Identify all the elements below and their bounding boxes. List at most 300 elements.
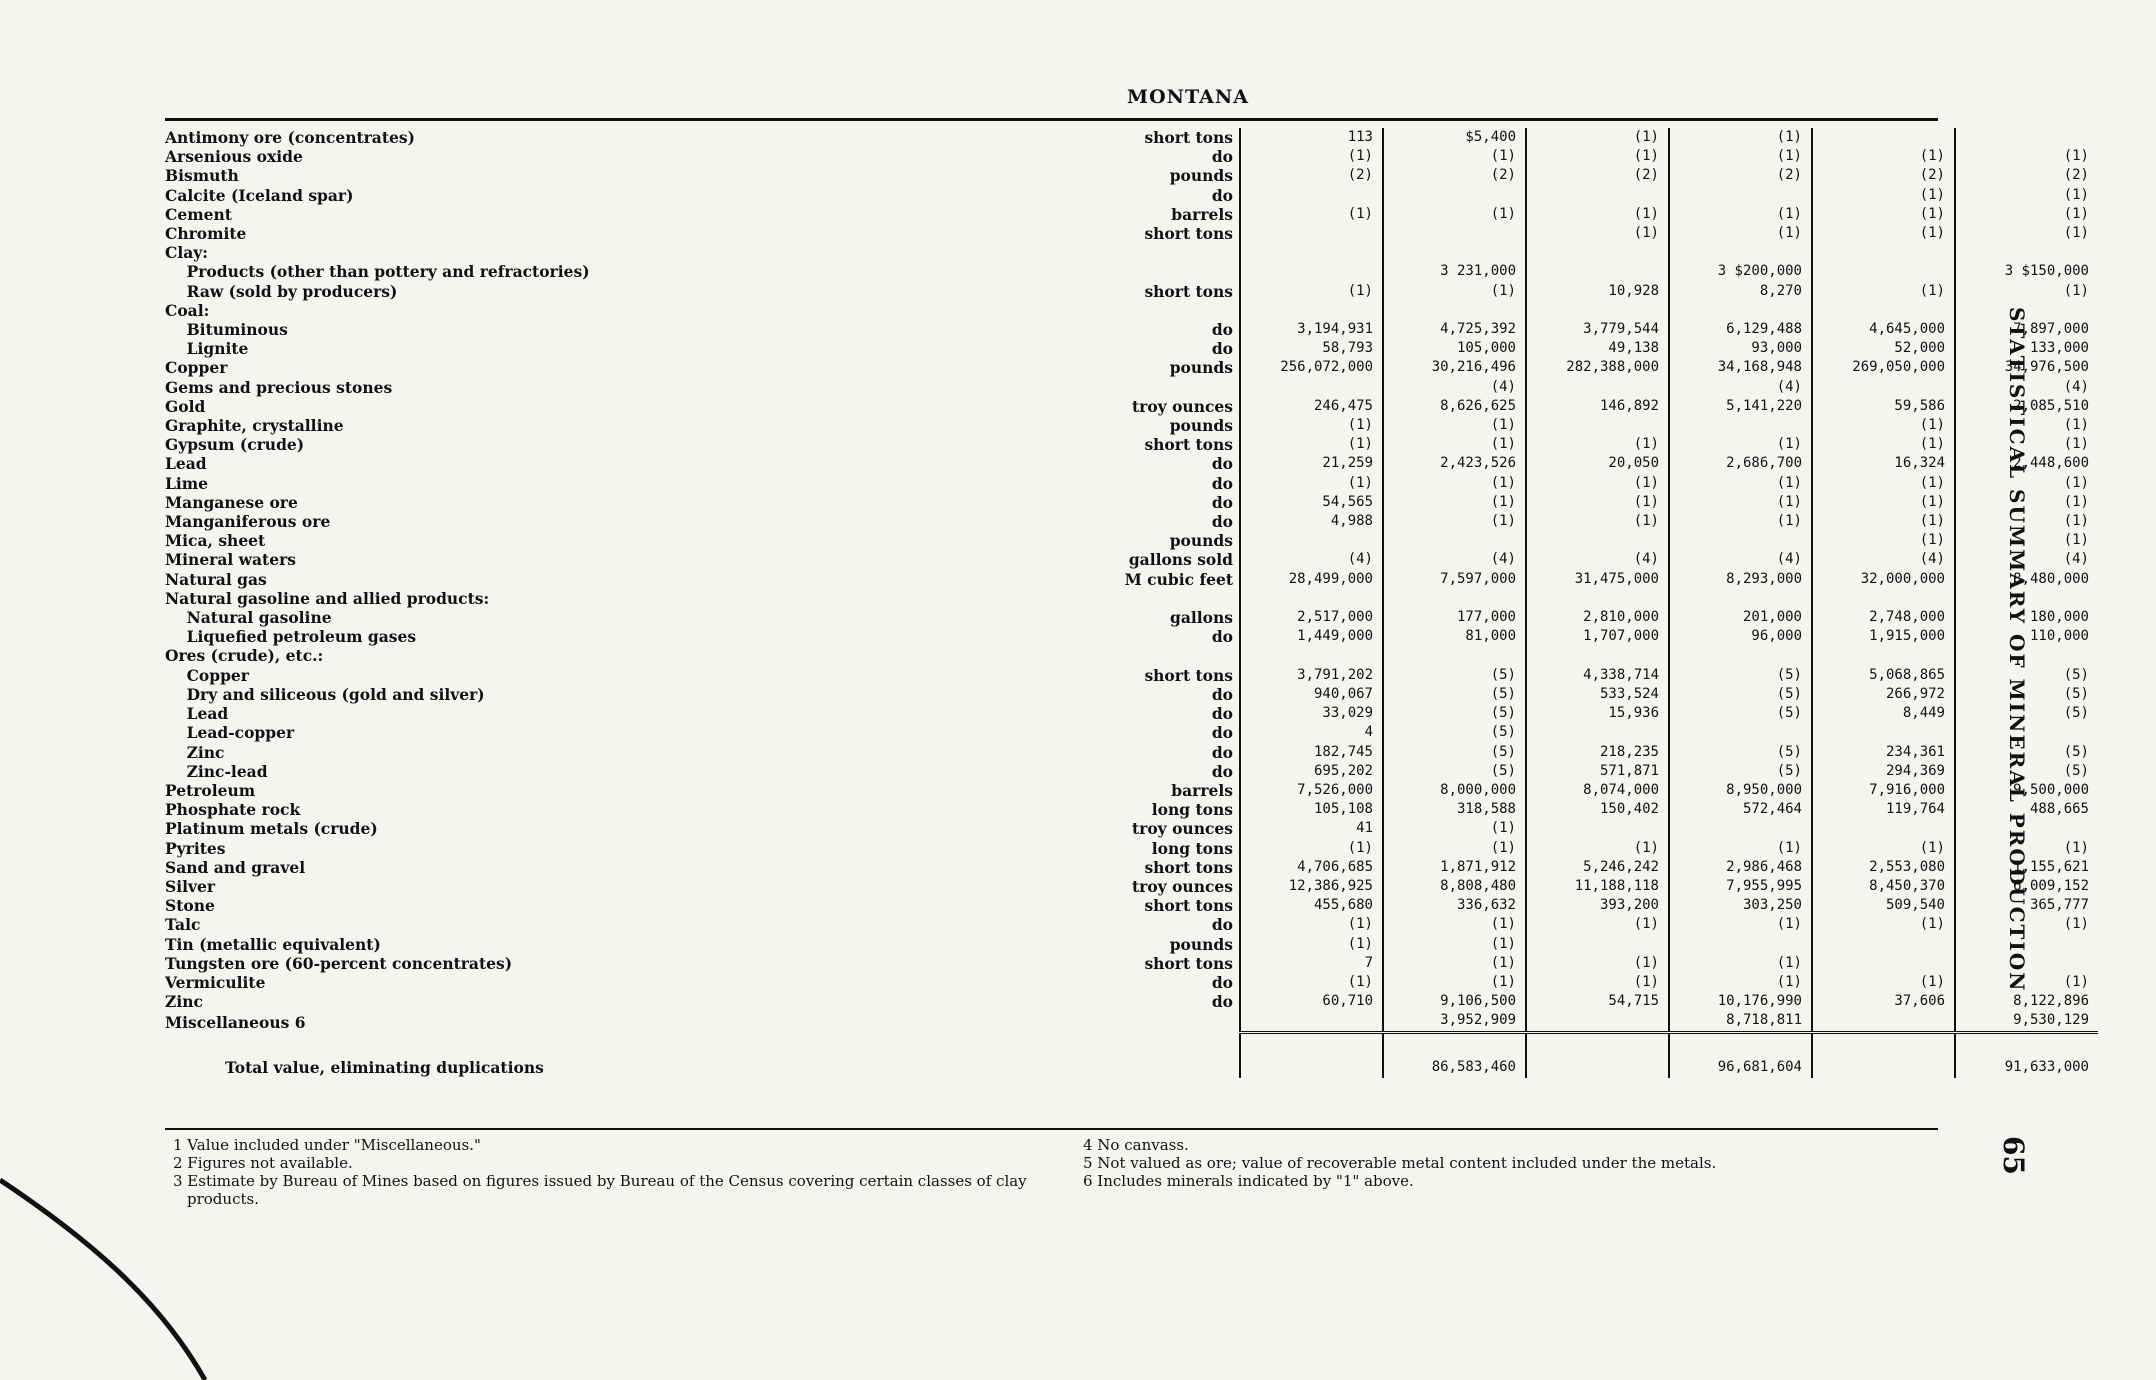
row-unit: short tons (1080, 224, 1240, 243)
cell-value: 110,000 (2029, 628, 2089, 645)
table-row (165, 531, 2098, 550)
cell-value (1240, 224, 1383, 243)
cell-value (1812, 262, 1955, 281)
cell-value: (1) (1669, 493, 1812, 512)
total-row (165, 1032, 2098, 1078)
row-label: Natural gasoline and allied products: (165, 588, 490, 608)
cell-value: 133,000 (2029, 340, 2089, 357)
cell-value (1526, 416, 1669, 435)
row-unit: do (1080, 474, 1240, 493)
table-row (165, 685, 2098, 704)
cell-value: (5) (1383, 704, 1526, 723)
cell-value: $5,400 (1383, 128, 1526, 147)
row-unit: long tons (1080, 800, 1240, 819)
cell-value: (1) (1669, 915, 1812, 934)
cell-value: 182,745 (1240, 743, 1383, 762)
row-label: Lignite (165, 339, 249, 359)
row-label: Vermiculite (165, 972, 266, 992)
row-label: Gold (165, 396, 206, 416)
cell-value: 7,526,000 (1240, 781, 1383, 800)
cell-value (1812, 723, 1955, 742)
table-row (165, 282, 2098, 301)
cell-value: 54,715 (1526, 992, 1669, 1011)
cell-value: 2,553,080 (1812, 858, 1955, 877)
cell-value: 8,480,000 (2013, 570, 2089, 587)
cell-value: 1,155,621 (2013, 858, 2089, 875)
cell-value: 20,050 (1526, 454, 1669, 473)
cell-value: 256,072,000 (1240, 358, 1383, 377)
corner-stroke (0, 1160, 220, 1380)
row-unit: pounds (1080, 166, 1240, 185)
cell-value: 3,791,202 (1240, 666, 1383, 685)
cell-value (1669, 646, 1812, 665)
row-label: Arsenious oxide (165, 147, 303, 167)
cell-value: 4,988 (1240, 512, 1383, 531)
cell-value: 533,524 (1526, 685, 1669, 704)
row-unit: gallons sold (1080, 550, 1240, 569)
table-row (165, 416, 2098, 435)
cell-value: 365,777 (2029, 897, 2089, 914)
cell-value: 37,606 (1812, 992, 1955, 1011)
row-label: Lead-copper (165, 723, 295, 743)
cell-value: (1) (1240, 973, 1383, 992)
cell-value: (1) (1383, 915, 1526, 934)
row-unit: M cubic feet (1080, 570, 1240, 589)
cell-value: (1) (1526, 147, 1669, 166)
cell-value: (1) (2063, 839, 2089, 856)
table-row (165, 378, 2098, 397)
row-label: Zinc (165, 992, 203, 1012)
row-unit: do (1080, 762, 1240, 781)
cell-value: 10,928 (1526, 282, 1669, 301)
cell-value (1669, 243, 1812, 262)
table-row (165, 704, 2098, 723)
cell-value: 3,952,909 (1383, 1011, 1526, 1032)
cell-value: 7,955,995 (1669, 877, 1812, 896)
row-label: Pyrites (165, 838, 226, 858)
cell-value: 41 (1240, 819, 1383, 838)
total-value: 96,681,604 (1669, 1032, 1812, 1078)
row-unit: do (1080, 704, 1240, 723)
table-row (165, 262, 2098, 281)
cell-value: (1) (1383, 973, 1526, 992)
cell-value: (1) (1383, 282, 1526, 301)
row-unit (1080, 243, 1240, 262)
cell-value: (1) (1383, 416, 1526, 435)
table-row (165, 608, 2098, 627)
table-row (165, 320, 2098, 339)
cell-value: (1) (1812, 493, 1955, 512)
row-label: Zinc-lead (165, 761, 268, 781)
cell-value: 1,915,000 (1812, 627, 1955, 646)
row-label: Talc (165, 915, 201, 935)
row-label: Silver (165, 876, 216, 896)
cell-value: 318,588 (1383, 800, 1526, 819)
footnotes-right (1075, 1136, 1935, 1208)
row-unit (1080, 262, 1240, 281)
cell-value (1812, 589, 1955, 608)
table-row (165, 762, 2098, 781)
row-label: Natural gas (165, 569, 267, 589)
cell-value: 6,009,152 (2013, 877, 2089, 894)
row-label: Zinc (165, 742, 225, 762)
table-row (165, 954, 2098, 973)
cell-value: (5) (1669, 762, 1812, 781)
cell-value: 8,000,000 (1383, 781, 1526, 800)
cell-value: 571,871 (1526, 762, 1669, 781)
cell-value: (1) (1240, 839, 1383, 858)
row-label: Calcite (Iceland spar) (165, 185, 354, 205)
cell-value (1812, 301, 1955, 320)
cell-value (1240, 646, 1383, 665)
table-row (165, 147, 2098, 166)
cell-value: (1) (1240, 935, 1383, 954)
row-unit: troy ounces (1080, 877, 1240, 896)
cell-value: 7,916,000 (1812, 781, 1955, 800)
cell-value (1669, 819, 1812, 838)
cell-value: 52,000 (1812, 339, 1955, 358)
row-label: Lime (165, 473, 209, 493)
cell-value: 246,475 (1240, 397, 1383, 416)
cell-value (1812, 1011, 1955, 1032)
row-label: Liquefied petroleum gases (165, 627, 417, 647)
cell-value (1526, 723, 1669, 742)
row-unit (1080, 1011, 1240, 1032)
row-unit: do (1080, 493, 1240, 512)
table-row (165, 666, 2098, 685)
footnote: 5 Not valued as ore; value of recoverable metal content included under the metals. (1083, 1154, 1717, 1172)
cell-value: 2,448,600 (2013, 455, 2089, 472)
cell-value: 2,517,000 (1240, 608, 1383, 627)
cell-value: 3,194,931 (1240, 320, 1383, 339)
row-unit: do (1080, 512, 1240, 531)
footnote: 1 Value included under "Miscellaneous." (173, 1136, 481, 1154)
cell-value: 93,000 (1669, 339, 1812, 358)
cell-value: 34,168,948 (1669, 358, 1812, 377)
row-label: Mineral waters (165, 550, 296, 570)
row-unit: short tons (1080, 896, 1240, 915)
side-label: STATISTICAL SUMMARY OF MINERAL PRODUCTION (2005, 307, 2029, 993)
cell-value: 572,464 (1669, 800, 1812, 819)
cell-value: (4) (1526, 550, 1669, 569)
cell-value: 294,369 (1812, 762, 1955, 781)
cell-value: (4) (1383, 550, 1526, 569)
row-unit: do (1080, 723, 1240, 742)
row-unit: barrels (1080, 781, 1240, 800)
cell-value: (1) (1669, 973, 1812, 992)
cell-value: (1) (1240, 205, 1383, 224)
cell-value: 940,067 (1240, 685, 1383, 704)
cell-value: 7,597,000 (1383, 570, 1526, 589)
row-unit: long tons (1080, 839, 1240, 858)
cell-value: 113 (1240, 128, 1383, 147)
cell-value: (1) (1383, 493, 1526, 512)
page-number: 65 (1997, 1135, 2030, 1175)
table-row (165, 512, 2098, 531)
table-body (165, 128, 2098, 1078)
cell-value: (1) (1669, 954, 1812, 973)
total-value: 86,583,460 (1383, 1032, 1526, 1078)
table-row (165, 896, 2098, 915)
table-row (165, 493, 2098, 512)
cell-value: 509,540 (1812, 896, 1955, 915)
table-row (165, 973, 2098, 992)
cell-value: (1) (1812, 512, 1955, 531)
cell-value: (1) (1383, 205, 1526, 224)
row-label: Gypsum (crude) (165, 435, 305, 455)
cell-value: 8,122,896 (2013, 993, 2089, 1010)
cell-value: 3 231,000 (1383, 262, 1526, 281)
table-row (165, 358, 2098, 377)
table-row (165, 819, 2098, 838)
cell-value: (1) (1240, 147, 1383, 166)
row-label: Lead (165, 704, 229, 724)
cell-value: 488,665 (2029, 801, 2089, 818)
cell-value: (1) (1526, 973, 1669, 992)
table-row (165, 723, 2098, 742)
cell-value: (4) (1383, 378, 1526, 397)
table-row (165, 474, 2098, 493)
cell-value: 2,986,468 (1669, 858, 1812, 877)
cell-value: (1) (1526, 839, 1669, 858)
cell-value: 33,029 (1240, 704, 1383, 723)
row-label: Phosphate rock (165, 800, 301, 820)
table-row (165, 454, 2098, 473)
row-label: Graphite, crystalline (165, 416, 344, 436)
cell-value: (1) (1526, 474, 1669, 493)
row-label: Raw (sold by producers) (165, 281, 398, 301)
row-unit: pounds (1080, 531, 1240, 550)
cell-value (1240, 378, 1383, 397)
row-unit (1080, 378, 1240, 397)
cell-value: 11,188,118 (1526, 877, 1669, 896)
cell-value: 5,141,220 (1669, 397, 1812, 416)
row-label: Cement (165, 204, 232, 224)
cell-value: (4) (2063, 378, 2089, 395)
row-unit: do (1080, 627, 1240, 646)
total-value (1526, 1032, 1669, 1078)
cell-value: 1,871,912 (1383, 858, 1526, 877)
cell-value (1955, 243, 2098, 262)
cell-value: (1) (2063, 148, 2089, 165)
cell-value: (5) (2063, 705, 2089, 722)
cell-value: 6,129,488 (1669, 320, 1812, 339)
cell-value: 60,710 (1240, 992, 1383, 1011)
cell-value: 7,897,000 (2013, 321, 2089, 338)
cell-value: (1) (1383, 474, 1526, 493)
row-label: Petroleum (165, 780, 256, 800)
row-unit: short tons (1080, 666, 1240, 685)
table-row (165, 627, 2098, 646)
cell-value: 4,338,714 (1526, 666, 1669, 685)
cell-value: (1) (1669, 839, 1812, 858)
cell-value: (2) (2063, 167, 2089, 184)
total-value: 91,633,000 (1955, 1032, 2098, 1078)
cell-value: 34,976,500 (2004, 359, 2089, 376)
cell-value: (1) (1240, 282, 1383, 301)
table-row (165, 935, 2098, 954)
cell-value: 2,085,510 (2013, 397, 2089, 414)
cell-value: 2,686,700 (1669, 454, 1812, 473)
cell-value: (1) (2063, 493, 2089, 510)
cell-value: (5) (1669, 685, 1812, 704)
cell-value: 7 (1240, 954, 1383, 973)
row-label: Clay: (165, 243, 208, 263)
row-label: Sand and gravel (165, 857, 306, 877)
row-label: Copper (165, 665, 249, 685)
cell-value: 150,402 (1526, 800, 1669, 819)
cell-value: (1) (1526, 954, 1669, 973)
row-label: Copper (165, 358, 228, 378)
cell-value: (1) (1240, 435, 1383, 454)
cell-value: 105,000 (1383, 339, 1526, 358)
row-label: Antimony ore (concentrates) (165, 128, 415, 147)
cell-value (1383, 224, 1526, 243)
cell-value: 4,706,685 (1240, 858, 1383, 877)
cell-value: (1) (1812, 474, 1955, 493)
row-label: Ores (crude), etc.: (165, 646, 324, 666)
table-row (165, 397, 2098, 416)
table-row (165, 992, 2098, 1011)
cell-value: (2) (1526, 166, 1669, 185)
row-label: Natural gasoline (165, 608, 332, 628)
row-unit (1080, 589, 1240, 608)
cell-value: (5) (2063, 762, 2089, 779)
cell-value: 1,707,000 (1526, 627, 1669, 646)
table-row (165, 877, 2098, 896)
cell-value: (1) (2063, 282, 2089, 299)
cell-value: 180,000 (2029, 609, 2089, 626)
cell-value: (1) (1526, 493, 1669, 512)
cell-value: (1) (1812, 915, 1955, 934)
cell-value: 266,972 (1812, 685, 1955, 704)
cell-value (1240, 243, 1383, 262)
cell-value (1526, 646, 1669, 665)
cell-value: (1) (2063, 186, 2089, 203)
cell-value: (1) (1812, 531, 1955, 550)
cell-value: 32,000,000 (1812, 570, 1955, 589)
cell-value: 16,324 (1812, 454, 1955, 473)
cell-value: (1) (1383, 954, 1526, 973)
table-row (165, 1011, 2098, 1032)
cell-value: (1) (1240, 474, 1383, 493)
cell-value: 269,050,000 (1812, 358, 1955, 377)
row-unit: pounds (1080, 416, 1240, 435)
cell-value (1526, 301, 1669, 320)
cell-value: (1) (2063, 916, 2089, 933)
cell-value: (1) (1812, 435, 1955, 454)
cell-value (1240, 589, 1383, 608)
cell-value (1383, 186, 1526, 205)
row-unit: do (1080, 320, 1240, 339)
row-label: Chromite (165, 224, 247, 244)
cell-value: (2) (1669, 166, 1812, 185)
table-row (165, 915, 2098, 934)
cell-value: 282,388,000 (1526, 358, 1669, 377)
cell-value (1669, 416, 1812, 435)
cell-value: (1) (1526, 512, 1669, 531)
cell-value: (5) (1669, 666, 1812, 685)
cell-value: 9,530,129 (2013, 1012, 2089, 1029)
row-label: Manganese ore (165, 492, 298, 512)
row-unit: do (1080, 915, 1240, 934)
cell-value: (1) (1812, 224, 1955, 243)
cell-value (1669, 186, 1812, 205)
cell-value: (1) (1526, 915, 1669, 934)
footnote: 2 Figures not available. (173, 1154, 353, 1172)
cell-value: 146,892 (1526, 397, 1669, 416)
row-label: Miscellaneous 6 (165, 1012, 306, 1032)
table-row (165, 224, 2098, 243)
cell-value: (1) (1526, 224, 1669, 243)
cell-value: (1) (1812, 186, 1955, 205)
cell-value (1526, 531, 1669, 550)
cell-value (1383, 646, 1526, 665)
cell-value: 336,632 (1383, 896, 1526, 915)
row-unit: short tons (1080, 858, 1240, 877)
cell-value: (1) (2063, 436, 2089, 453)
cell-value: 3,779,544 (1526, 320, 1669, 339)
cell-value: 8,626,625 (1383, 397, 1526, 416)
cell-value: (1) (2063, 513, 2089, 530)
cell-value: (1) (1669, 474, 1812, 493)
cell-value: (5) (1669, 743, 1812, 762)
cell-value: 8,718,811 (1669, 1011, 1812, 1032)
row-label: Dry and siliceous (gold and silver) (165, 684, 485, 704)
row-unit: do (1080, 147, 1240, 166)
cell-value (1240, 301, 1383, 320)
cell-value (1526, 819, 1669, 838)
cell-value: (1) (1526, 435, 1669, 454)
row-unit: do (1080, 973, 1240, 992)
table-row (165, 570, 2098, 589)
cell-value: (1) (1383, 435, 1526, 454)
cell-value: (1) (1812, 416, 1955, 435)
footnote: 6 Includes minerals indicated by "1" above. (1083, 1172, 1414, 1190)
cell-value: (4) (1812, 550, 1955, 569)
cell-value (1812, 243, 1955, 262)
cell-value: 10,176,990 (1669, 992, 1812, 1011)
cell-value: 59,586 (1812, 397, 1955, 416)
cell-value: (1) (1383, 935, 1526, 954)
row-label: Manganiferous ore (165, 512, 331, 532)
cell-value (1526, 378, 1669, 397)
cell-value: (1) (1526, 128, 1669, 147)
cell-value (1526, 262, 1669, 281)
cell-value: (4) (1669, 550, 1812, 569)
cell-value (1526, 243, 1669, 262)
total-value (1240, 1032, 1383, 1078)
page-title: MONTANA (1127, 86, 1249, 108)
cell-value: (5) (1383, 743, 1526, 762)
cell-value: 3 $200,000 (1669, 262, 1812, 281)
cell-value: (1) (1669, 435, 1812, 454)
cell-value: (2) (1812, 166, 1955, 185)
cell-value (1669, 301, 1812, 320)
row-label: Tin (metallic equivalent) (165, 934, 381, 954)
row-unit: troy ounces (1080, 397, 1240, 416)
cell-value: 2,748,000 (1812, 608, 1955, 627)
cell-value: 5,246,242 (1526, 858, 1669, 877)
table-row (165, 646, 2098, 665)
row-label: Tungsten ore (60-percent concentrates) (165, 953, 513, 973)
cell-value: 21,259 (1240, 454, 1383, 473)
total-label: Total value, eliminating duplications (165, 1032, 1240, 1078)
cell-value: (1) (1669, 128, 1812, 147)
cell-value: (2) (1240, 166, 1383, 185)
table-row (165, 800, 2098, 819)
row-unit: do (1080, 186, 1240, 205)
